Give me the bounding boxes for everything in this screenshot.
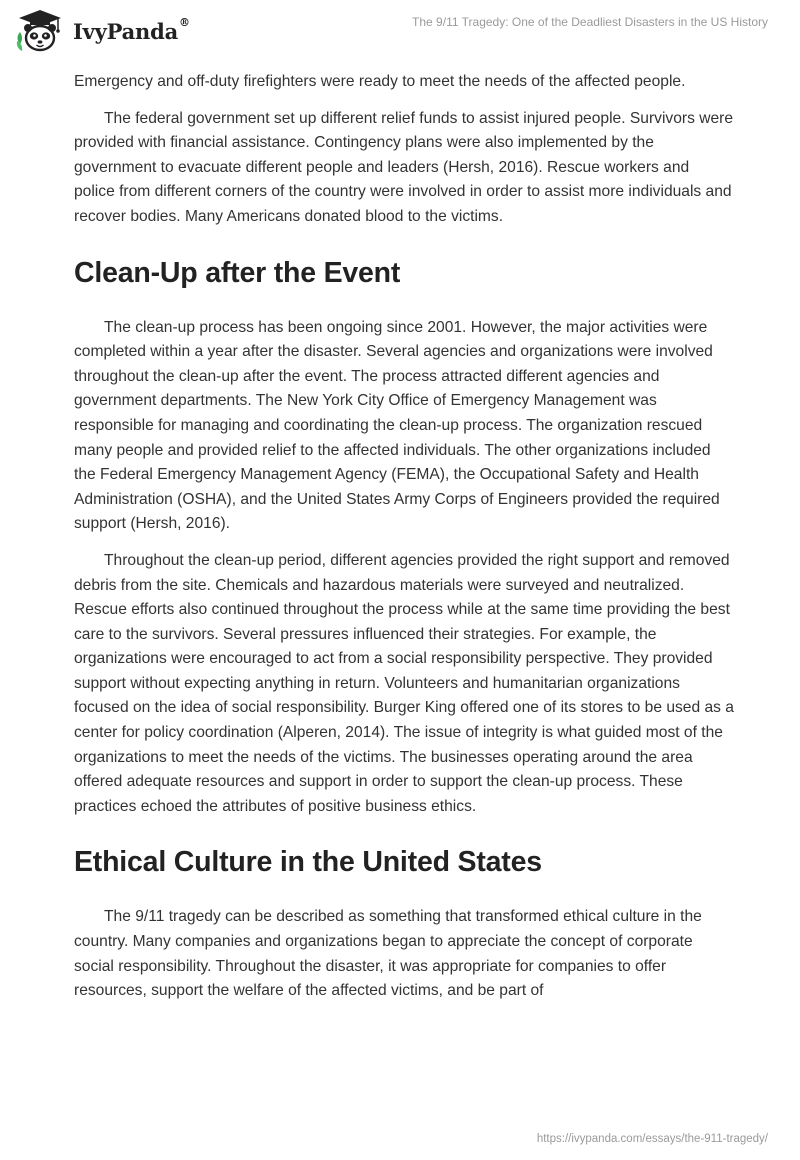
paragraph: Emergency and off-duty firefighters were ready to meet the needs of the affected people.	[74, 73, 686, 90]
section-heading: Ethical Culture in the United States	[74, 846, 542, 879]
source-url[interactable]: https://ivypanda.com/essays/the-911-tragedy/	[536, 1133, 768, 1145]
paragraph: The 9/11 tragedy can be described as something that transformed ethical culture in the country. Many companies and organizations began to appreciate the concept of corporate social responsibility. Throughout the disaster, it was appropriate for companies to offer resources, support the welfare of the affected victims, and be part of	[74, 908, 702, 1000]
section-heading: Clean-Up after the Event	[74, 256, 401, 289]
essay-content	[74, 70, 734, 1016]
paragraph: The federal government set up different relief funds to assist injured people. Survivors were provided with financial assistance. Contingency plans were also implemented by the government to evacuate different people and leaders (Hersh, 2016). Rescue workers and police from different corners of the country were involved in order to assist more individuals and recover bodies. Many Americans donated blood to the victims.	[74, 109, 733, 225]
paragraph: The clean-up process has been ongoing since 2001. However, the major activities were completed within a year after the disaster. Several agencies and organizations were involved throughout the clean-up after the event. The process attracted different agencies and government departments. The New York City Office of Emergency Management was responsible for managing and coordinating the clean-up process. The organization rescued many people and provided relief to the affected individuals. The other organizations included the Federal Emergency Management Agency (FEMA), the Occupational Safety and Health Administration (OSHA), and the United States Army Corps of Engineers provided the required support (Hersh, 2016).	[74, 318, 720, 533]
panda-logo-icon	[14, 8, 66, 54]
brand-name: IvyPanda®	[73, 15, 190, 44]
document-title: The 9/11 Tragedy: One of the Deadliest Disasters in the US History	[412, 15, 768, 29]
paragraph: Throughout the clean-up period, different agencies provided the right support and removed debris from the site. Chemicals and hazardous materials were surveyed and neutralized. Rescue efforts also continued throughout the process while at the same time providing the best care to the survivors. Several pressures influenced their strategies. For example, the organizations were encouraged to act from a social responsibility perspective. They provided support without expecting anything in return. Volunteers and humanitarian organizations focused on the idea of social responsibility. Burger King offered one of its stores to be used as a center for policy coordination (Alperen, 2014). The issue of integrity is what guided most of the organizations to meet the needs of the victims. The businesses operating around the area offered adequate resources and support in order to support the clean-up process. These practices echoed the attributes of positive business ethics.	[74, 551, 734, 815]
ivypanda-logo[interactable]	[14, 8, 190, 54]
registered-mark: ®	[179, 15, 190, 29]
page-header	[0, 0, 800, 62]
